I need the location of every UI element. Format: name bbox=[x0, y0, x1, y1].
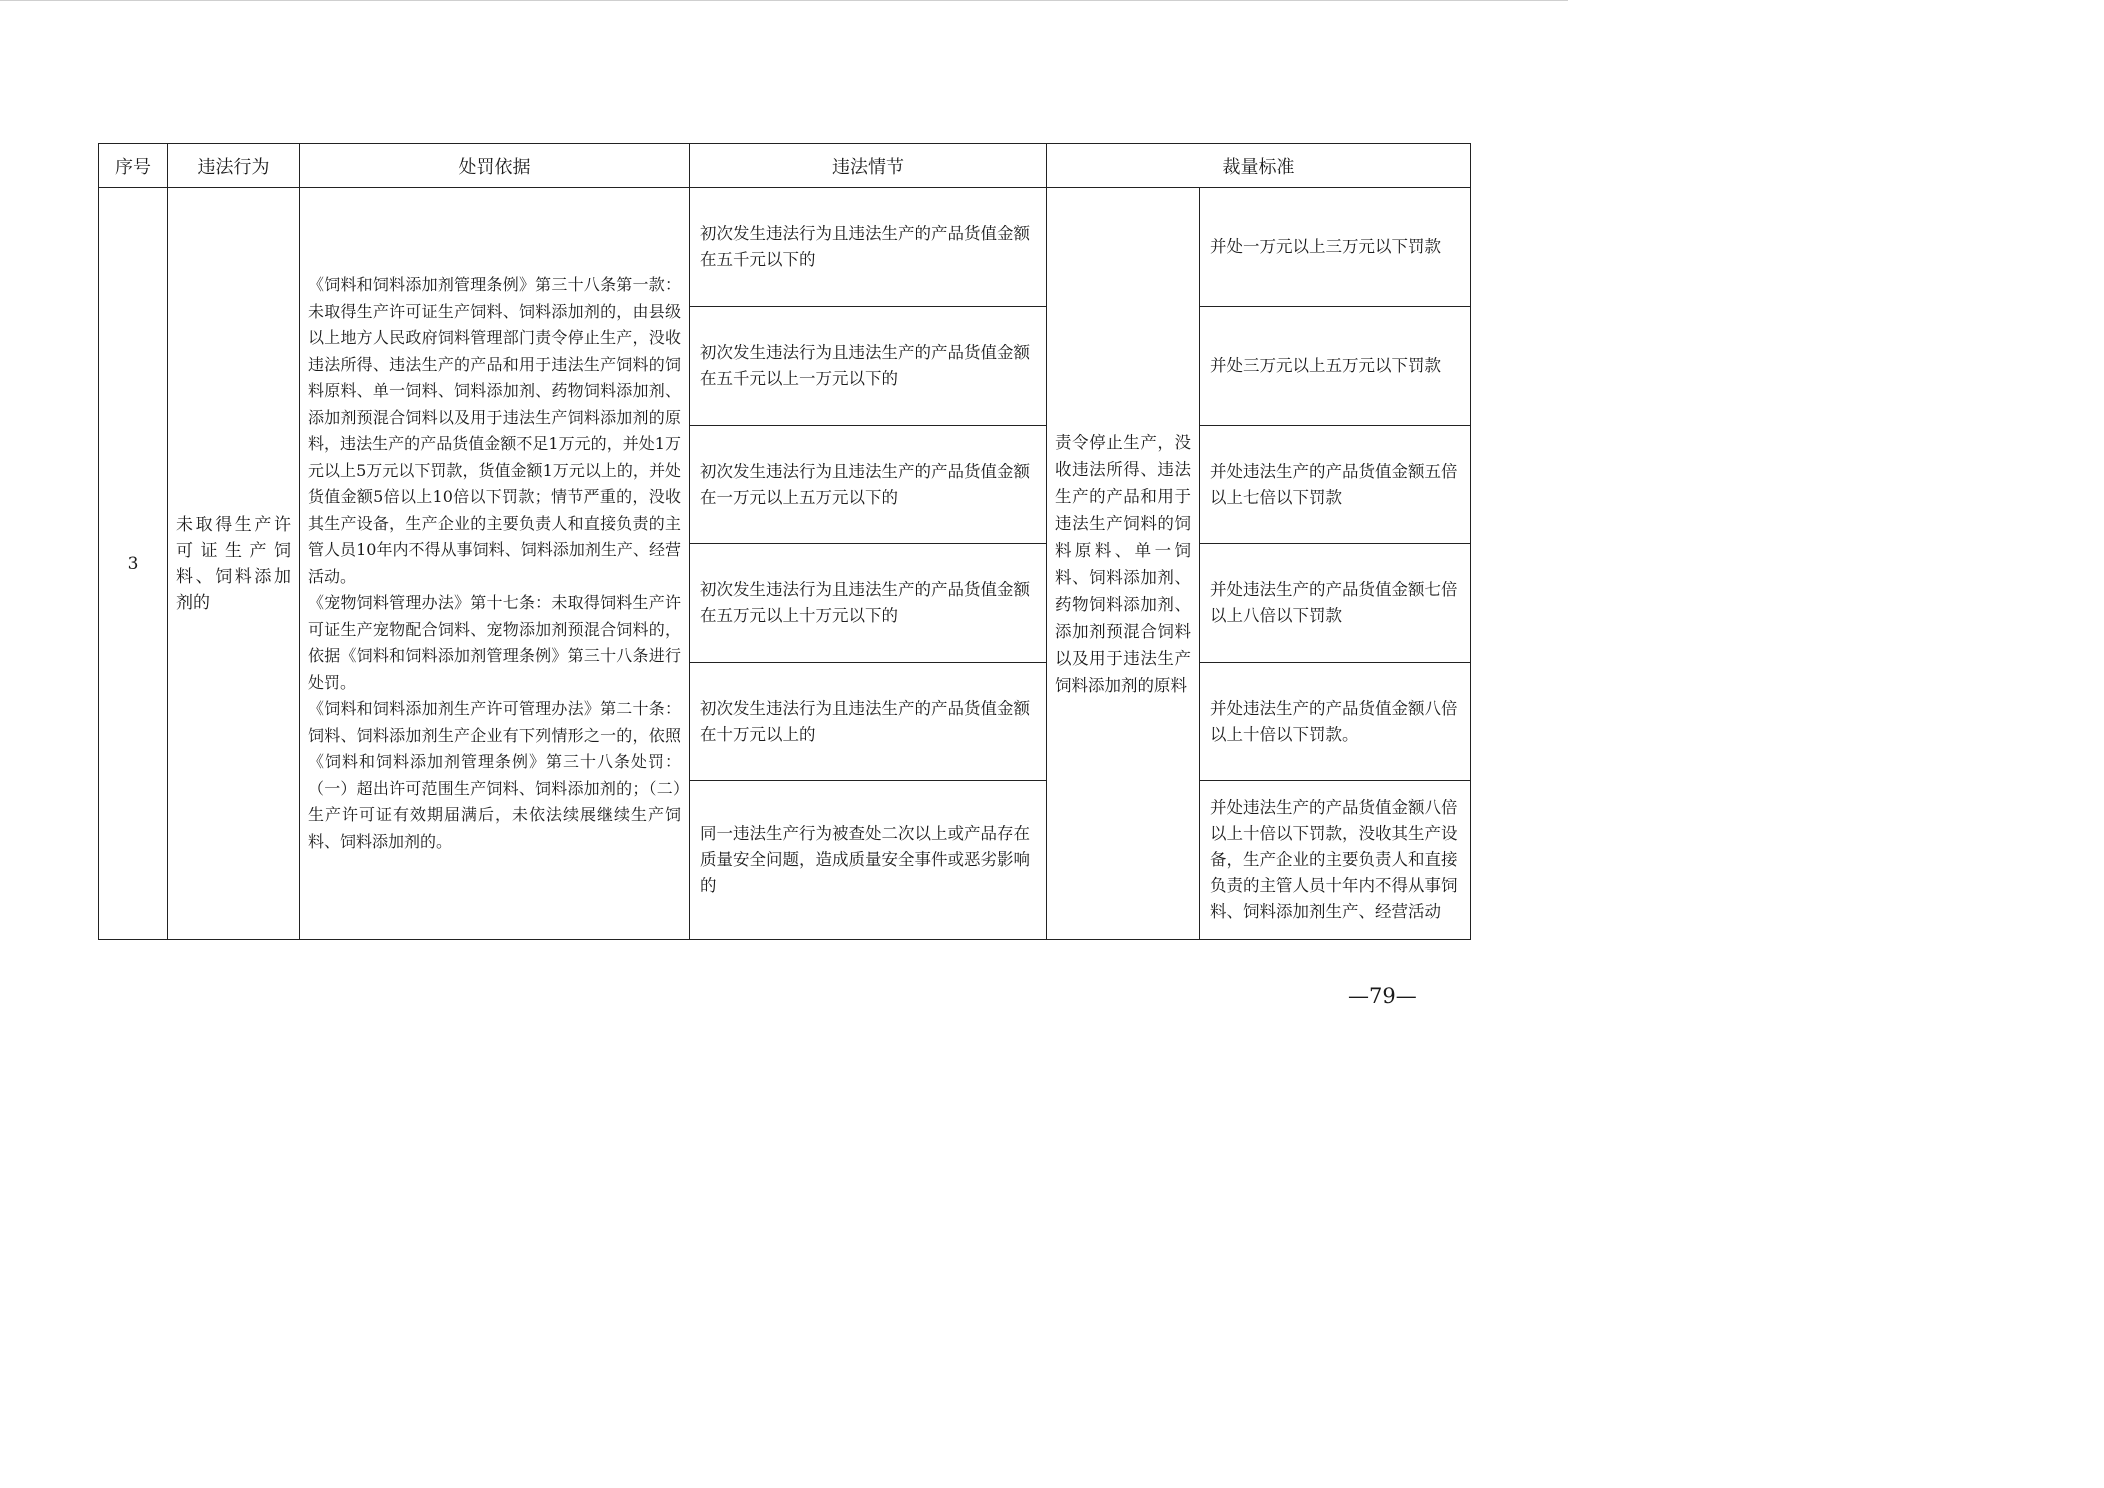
case-standard: 并处违法生产的产品货值金额八倍以上十倍以下罚款，没收其生产设备，生产企业的主要负责人和直接负责的主管人员十年内不得从事饲料、饲料添加剂生产、经营活动 bbox=[1200, 781, 1471, 940]
case-standard: 并处违法生产的产品货值金额五倍以上七倍以下罚款 bbox=[1200, 426, 1471, 544]
case-situation: 初次发生违法行为且违法生产的产品货值金额在五万元以上十万元以下的 bbox=[690, 544, 1047, 663]
basis-paragraph: 《饲料和饲料添加剂生产许可管理办法》第二十条：饲料、饲料添加剂生产企业有下列情形之一的，依照《饲料和饲料添加剂管理条例》第三十八条处罚：（一）超出许可范围生产饲料、饲料添加剂的；（二）生产许可证有效期届满后，未依法续展继续生产饲料、饲料添加剂的。 bbox=[308, 699, 681, 851]
header-seq: 序号 bbox=[99, 144, 168, 188]
case-situation: 初次发生违法行为且违法生产的产品货值金额在五千元以上一万元以下的 bbox=[690, 307, 1047, 426]
header-standard: 裁量标准 bbox=[1047, 144, 1471, 188]
case-situation: 同一违法生产行为被查处二次以上或产品存在质量安全问题，造成质量安全事件或恶劣影响的 bbox=[690, 781, 1047, 940]
page-number: —79— bbox=[1348, 984, 1417, 1008]
case-standard: 并处三万元以上五万元以下罚款 bbox=[1200, 307, 1471, 426]
case-situation: 初次发生违法行为且违法生产的产品货值金额在五千元以下的 bbox=[690, 188, 1047, 307]
case-standard: 并处一万元以上三万元以下罚款 bbox=[1200, 188, 1471, 307]
case-standard: 并处违法生产的产品货值金额七倍以上八倍以下罚款 bbox=[1200, 544, 1471, 663]
basis-paragraph: 《饲料和饲料添加剂管理条例》第三十八条第一款：未取得生产许可证生产饲料、饲料添加剂的，由县级以上地方人民政府饲料管理部门责令停止生产，没收违法所得、违法生产的产品和用于违法生产饲料的饲料原料、单一饲料、饲料添加剂、药物饲料添加剂、添加剂预混合饲料以及用于违法生产饲料添加剂的原料，违法生产的产品货值金额不足1万元的，并处1万元以上5万元以下罚款，货值金额1万元以上的，并处货值金额5倍以上10倍以下罚款；情节严重的，没收其生产设备，生产企业的主要负责人和直接负责的主管人员10年内不得从事饲料、饲料添加剂生产、经营活动。 bbox=[308, 275, 681, 586]
row-violation-act: 未取得生产许可证生产饲料、饲料添加剂的 bbox=[168, 188, 300, 940]
header-act: 违法行为 bbox=[168, 144, 300, 188]
row-penalty-basis bbox=[300, 188, 690, 940]
case-standard: 并处违法生产的产品货值金额八倍以上十倍以下罚款。 bbox=[1200, 663, 1471, 781]
row-seq: 3 bbox=[99, 188, 168, 940]
penalty-standards-table bbox=[98, 143, 1471, 940]
basis-paragraph: 《宠物饲料管理办法》第十七条：未取得饲料生产许可证生产宠物配合饲料、宠物添加剂预混合饲料的，依据《饲料和饲料添加剂管理条例》第三十八条进行处罚。 bbox=[308, 593, 681, 692]
table-row bbox=[99, 188, 1471, 307]
common-order-text: 责令停止生产，没收违法所得、违法生产的产品和用于违法生产饲料的饲料原料、单一饲料、饲料添加剂、药物饲料添加剂、添加剂预混合饲料以及用于违法生产饲料添加剂的原料 bbox=[1047, 188, 1200, 940]
table-header-row bbox=[99, 144, 1471, 188]
top-border-line bbox=[0, 0, 1568, 1]
header-basis: 处罚依据 bbox=[300, 144, 690, 188]
header-situation: 违法情节 bbox=[690, 144, 1047, 188]
case-situation: 初次发生违法行为且违法生产的产品货值金额在一万元以上五万元以下的 bbox=[690, 426, 1047, 544]
case-situation: 初次发生违法行为且违法生产的产品货值金额在十万元以上的 bbox=[690, 663, 1047, 781]
